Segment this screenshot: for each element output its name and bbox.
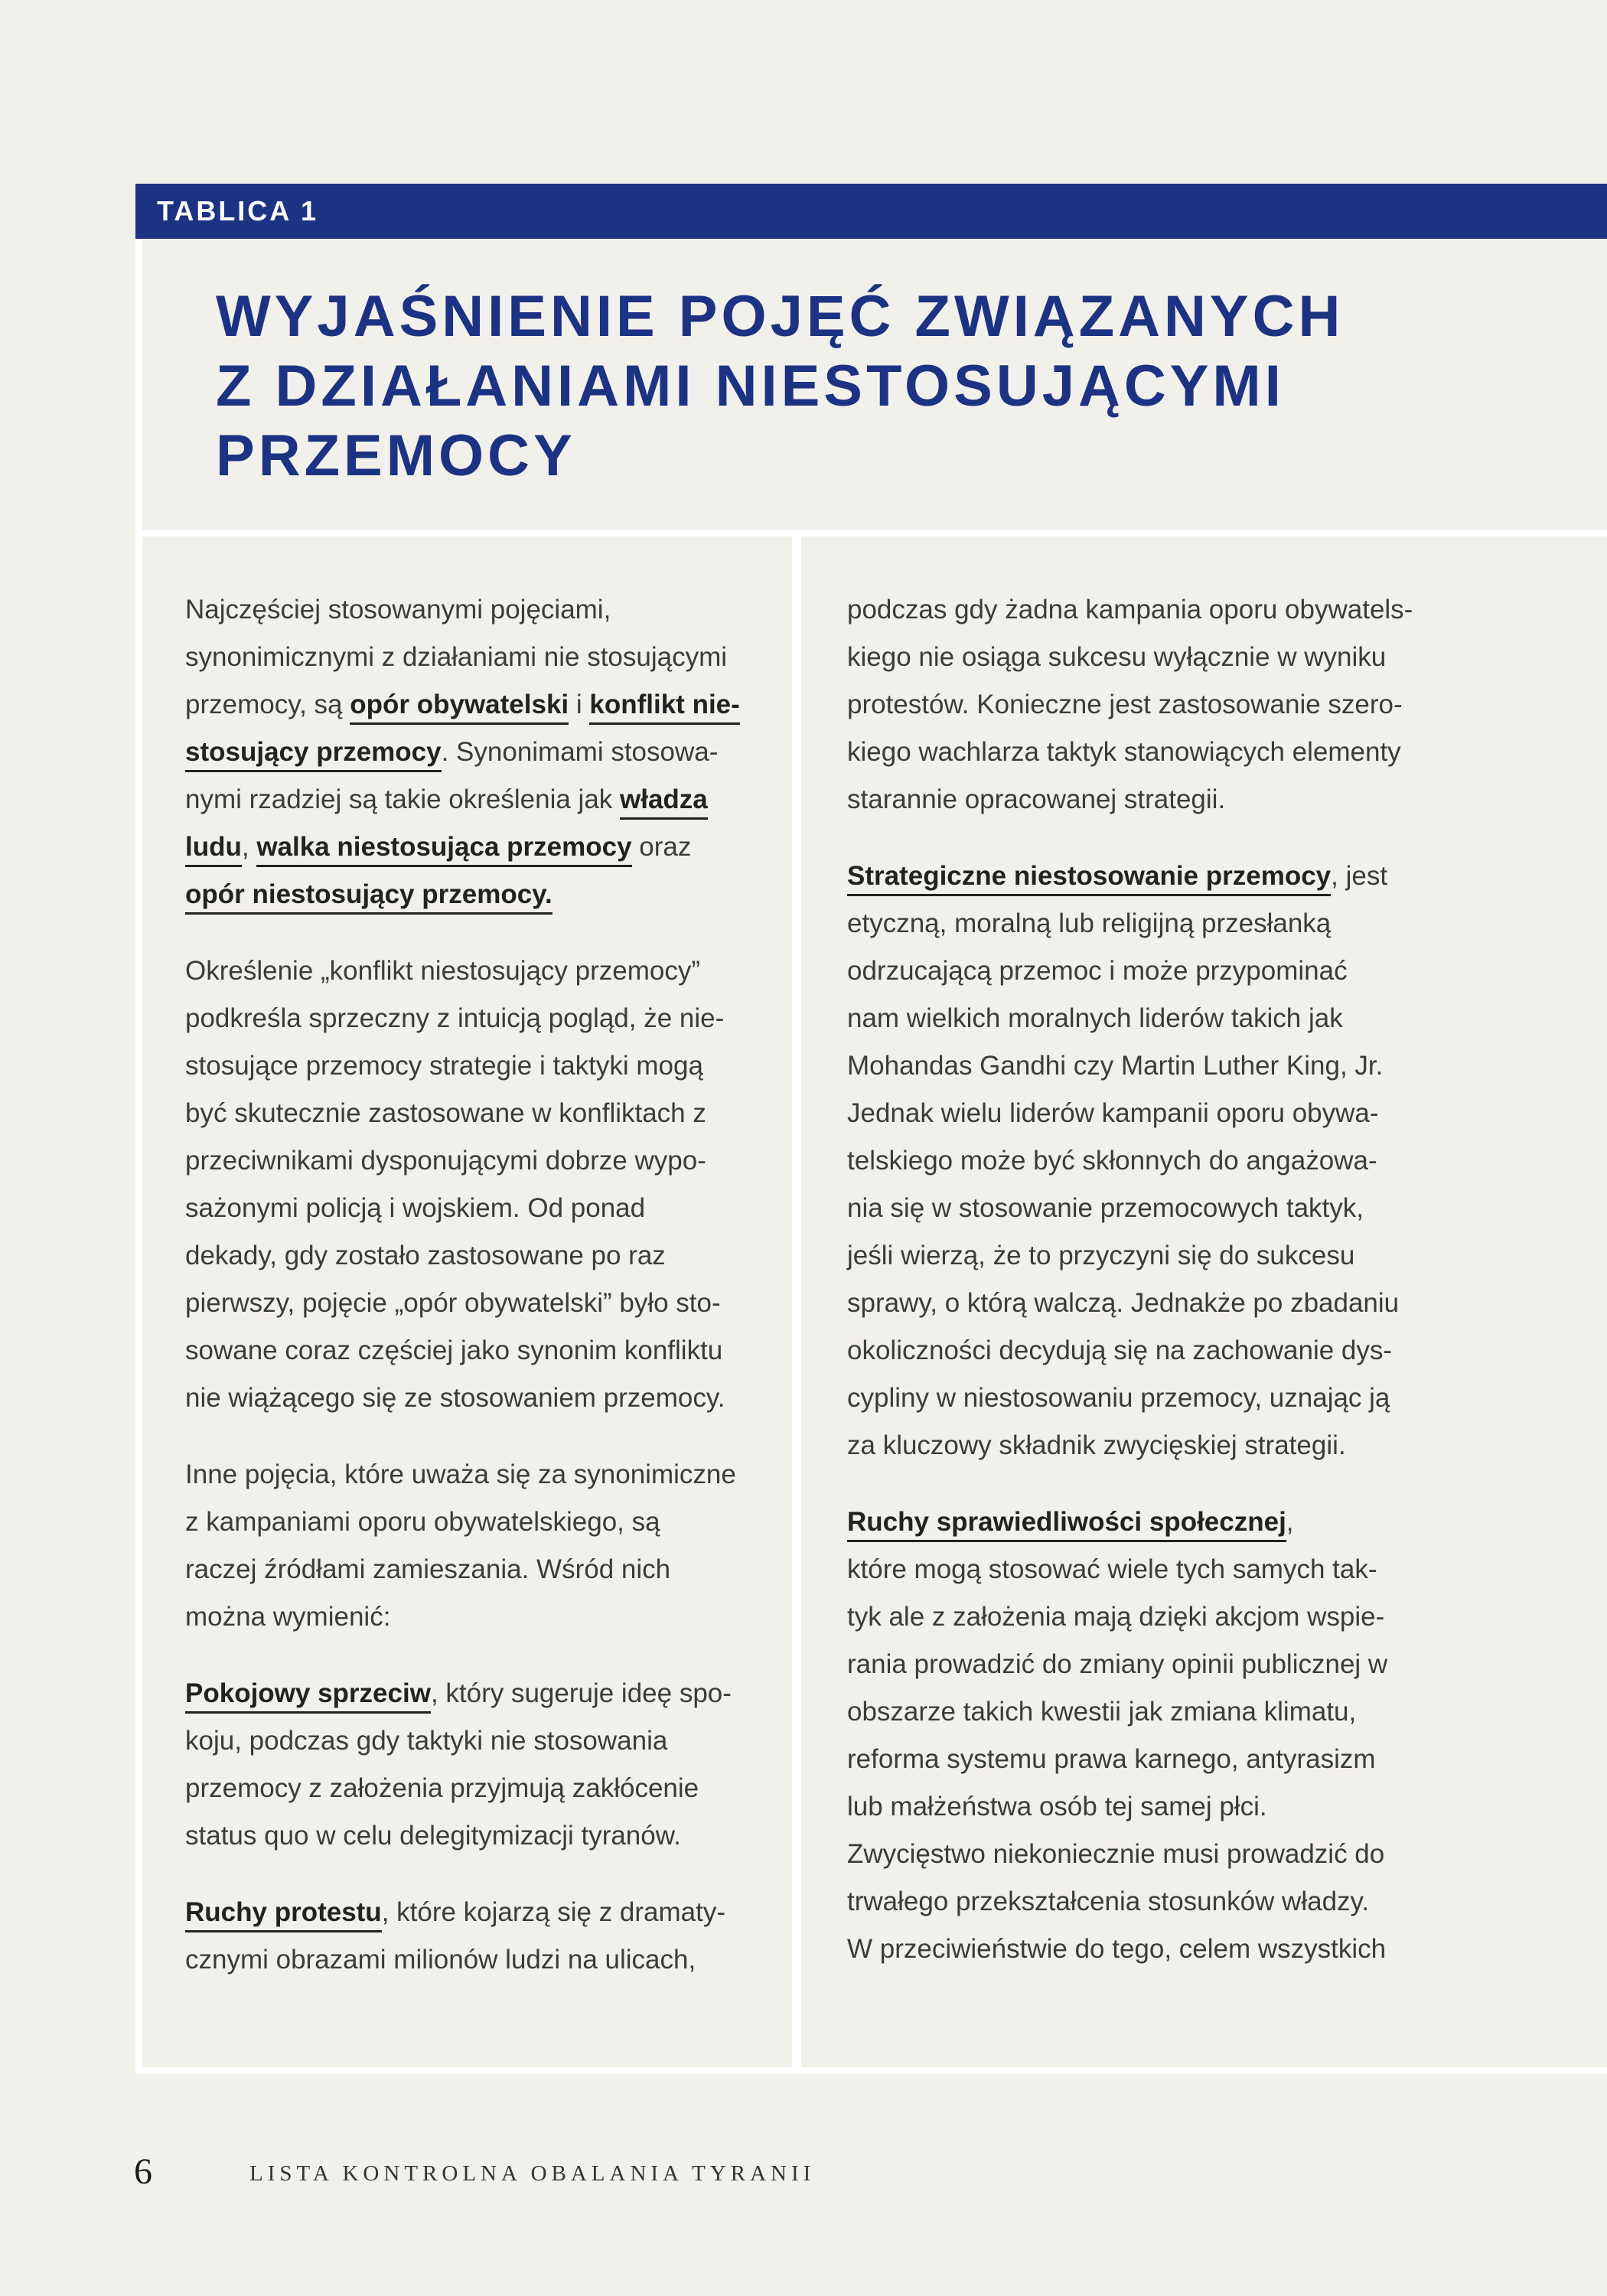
text-segment: , jest xyxy=(1331,861,1388,891)
text-line xyxy=(847,1499,1459,1546)
text-line: podczas gdy żadna kampania oporu obywatels- xyxy=(847,595,1413,625)
text-line: Inne pojęcia, które uważa się za synonimiczne xyxy=(185,1459,736,1489)
text-line: podkreśla sprzeczny z intuicją pogląd, że nie- xyxy=(185,1003,725,1033)
text-segment: i xyxy=(569,690,590,719)
text-line: tyk ale z założenia mają dzięki akcjom wspie- xyxy=(847,1602,1385,1632)
title-divider xyxy=(135,530,1607,536)
term-people-power: władza xyxy=(620,784,708,820)
text-line: cypliny w niestosowaniu przemocy, uznając ją xyxy=(847,1383,1390,1413)
text-line: nia się w stosowanie przemocowych taktyk, xyxy=(847,1193,1364,1223)
text-segment: , który sugeruje ideę spo- xyxy=(430,1678,732,1708)
text-line: Określenie „konflikt niestosujący przemocy” xyxy=(185,956,701,986)
text-line: telskiego może być skłonnych do angażowa- xyxy=(847,1146,1377,1176)
paragraph-peaceful-dissent xyxy=(185,1670,782,1860)
text-line: Zwycięstwo niekoniecznie musi prowadzić do xyxy=(847,1839,1385,1869)
text-line: nie wiążącego się ze stosowaniem przemocy. xyxy=(185,1383,725,1413)
text-line: synonimicznymi z działaniami nie stosującymi xyxy=(185,642,728,672)
text-line: trwałego przekształcenia stosunków władzy. xyxy=(847,1887,1370,1916)
text-line: sażonymi policją i wojskiem. Od ponad xyxy=(185,1193,646,1223)
term-strategic-nonviolence: Strategiczne niestosowanie przemocy xyxy=(847,861,1331,896)
running-footer-title: LISTA KONTROLNA OBALANIA TYRANII xyxy=(249,2161,816,2186)
paragraph-protest-movements xyxy=(185,1889,782,1984)
text-segment: , xyxy=(1286,1507,1294,1537)
text-line: jeśli wierzą, że to przyczyni się do sukcesu xyxy=(847,1241,1355,1270)
text-line: okoliczności decydują się na zachowanie dys- xyxy=(847,1336,1393,1365)
text-line: nam wielkich moralnych liderów takich jak xyxy=(847,1003,1343,1033)
paragraph-synonyms xyxy=(185,586,782,918)
left-column xyxy=(185,586,782,1984)
text-line: Jednak wielu liderów kampanii oporu obywa- xyxy=(847,1098,1379,1128)
text-line xyxy=(185,681,782,729)
page-number: 6 xyxy=(134,2151,152,2192)
text-line: dekady, gdy zostało zastosowane po raz xyxy=(185,1241,666,1270)
table-label-band xyxy=(135,184,1607,239)
text-line: sprawy, o którą walczą. Jednakże po zbadaniu xyxy=(847,1288,1400,1318)
text-line: obszarze takich kwestii jak zmiana klimatu, xyxy=(847,1697,1357,1727)
text-line: stosujące przemocy strategie i taktyki mogą xyxy=(185,1051,703,1081)
text-line xyxy=(185,729,782,776)
text-line: Najczęściej stosowanymi pojęciami, xyxy=(185,595,611,625)
paragraph-protests-cont xyxy=(847,586,1459,823)
paragraph-social-justice xyxy=(847,1499,1459,1973)
term-people-power-cont: ludu xyxy=(185,832,242,867)
title-line: WYJAŚNIENIE POJĘĆ ZWIĄZANYCH xyxy=(216,284,1345,349)
column-divider xyxy=(792,536,801,2067)
text-line: za kluczowy składnik zwycięskiej strategii. xyxy=(847,1430,1346,1460)
text-line: koju, podczas gdy taktyki nie stosowania xyxy=(185,1726,668,1756)
term-nonviolent-conflict-cont: stosujący przemocy xyxy=(185,737,442,772)
text-line: przemocy z założenia przyjmują zakłócenie xyxy=(185,1773,699,1803)
text-line: reforma systemu prawa karnego, antyrasizm xyxy=(847,1744,1376,1774)
title-line: Z DZIAŁANIAMI NIESTOSUJĄCYMI xyxy=(216,354,1285,419)
text-segment: nymi rzadziej są takie określenia jak xyxy=(185,784,621,814)
text-line xyxy=(185,776,782,823)
text-line: kiego wachlarza taktyk stanowiących elementy xyxy=(847,737,1401,767)
text-line: status quo w celu delegitymizacji tyranów. xyxy=(185,1821,681,1851)
text-line xyxy=(847,853,1459,900)
text-line: cznymi obrazami milionów ludzi na ulicach, xyxy=(185,1945,696,1975)
text-line xyxy=(185,1670,782,1717)
term-social-justice-movements: Ruchy sprawiedliwości społecznej xyxy=(847,1507,1286,1542)
title-line: PRZEMOCY xyxy=(216,423,576,488)
text-line: protestów. Konieczne jest zastosowanie szero- xyxy=(847,690,1403,719)
box-title xyxy=(216,282,1517,491)
text-line: lub małżeństwa osób tej samej płci. xyxy=(847,1792,1267,1821)
text-segment: , które kojarzą się z dramaty- xyxy=(381,1897,726,1927)
text-segment: , xyxy=(241,832,257,862)
text-line: W przeciwieństwie do tego, celem wszystkich xyxy=(847,1934,1387,1964)
text-segment: oraz xyxy=(631,832,692,862)
term-nonviolent-struggle: walka niestosująca przemocy xyxy=(256,832,631,867)
text-line: można wymienić: xyxy=(185,1602,391,1632)
text-line: starannie opracowanej strategii. xyxy=(847,784,1226,814)
text-segment: przemocy, są xyxy=(185,690,350,719)
term-nonviolent-conflict: konflikt nie- xyxy=(589,690,739,725)
text-segment: . Synonimami stosowa- xyxy=(441,737,719,767)
text-line: być skutecznie zastosowane w konfliktach z xyxy=(185,1098,706,1128)
text-line: kiego nie osiąga sukcesu wyłącznie w wyniku xyxy=(847,642,1387,672)
paragraph-nonviolent-conflict xyxy=(185,947,782,1422)
term-civil-resistance: opór obywatelski xyxy=(350,690,569,725)
right-column xyxy=(847,586,1459,1973)
paragraph-strategic-nonviolence xyxy=(847,853,1459,1469)
text-line xyxy=(185,823,782,871)
text-line: pierwszy, pojęcie „opór obywatelski” było sto- xyxy=(185,1288,721,1318)
text-line: z kampaniami oporu obywatelskiego, są xyxy=(185,1507,660,1537)
text-line: Mohandas Gandhi czy Martin Luther King, Jr. xyxy=(847,1051,1384,1081)
text-line xyxy=(185,871,782,918)
text-line: raczej źródłami zamieszania. Wśród nich xyxy=(185,1554,671,1584)
text-line: które mogą stosować wiele tych samych tak- xyxy=(847,1554,1377,1584)
text-line: odrzucającą przemoc i może przypominać xyxy=(847,956,1348,986)
term-peaceful-dissent: Pokojowy sprzeciw xyxy=(185,1678,431,1714)
term-nonviolent-resistance: opór niestosujący przemocy. xyxy=(185,879,553,915)
text-line: przeciwnikami dysponującymi dobrze wypo- xyxy=(185,1146,706,1176)
text-line: rania prowadzić do zmiany opinii publicznej w xyxy=(847,1649,1388,1679)
text-line: etyczną, moralną lub religijną przesłanką xyxy=(847,908,1332,938)
text-line: sowane coraz częściej jako synonim konfliktu xyxy=(185,1336,723,1365)
table-label: TABLICA 1 xyxy=(157,195,318,227)
term-protest-movements: Ruchy protestu xyxy=(185,1897,382,1932)
text-line xyxy=(185,1889,782,1936)
paragraph-confusing-terms xyxy=(185,1451,782,1641)
